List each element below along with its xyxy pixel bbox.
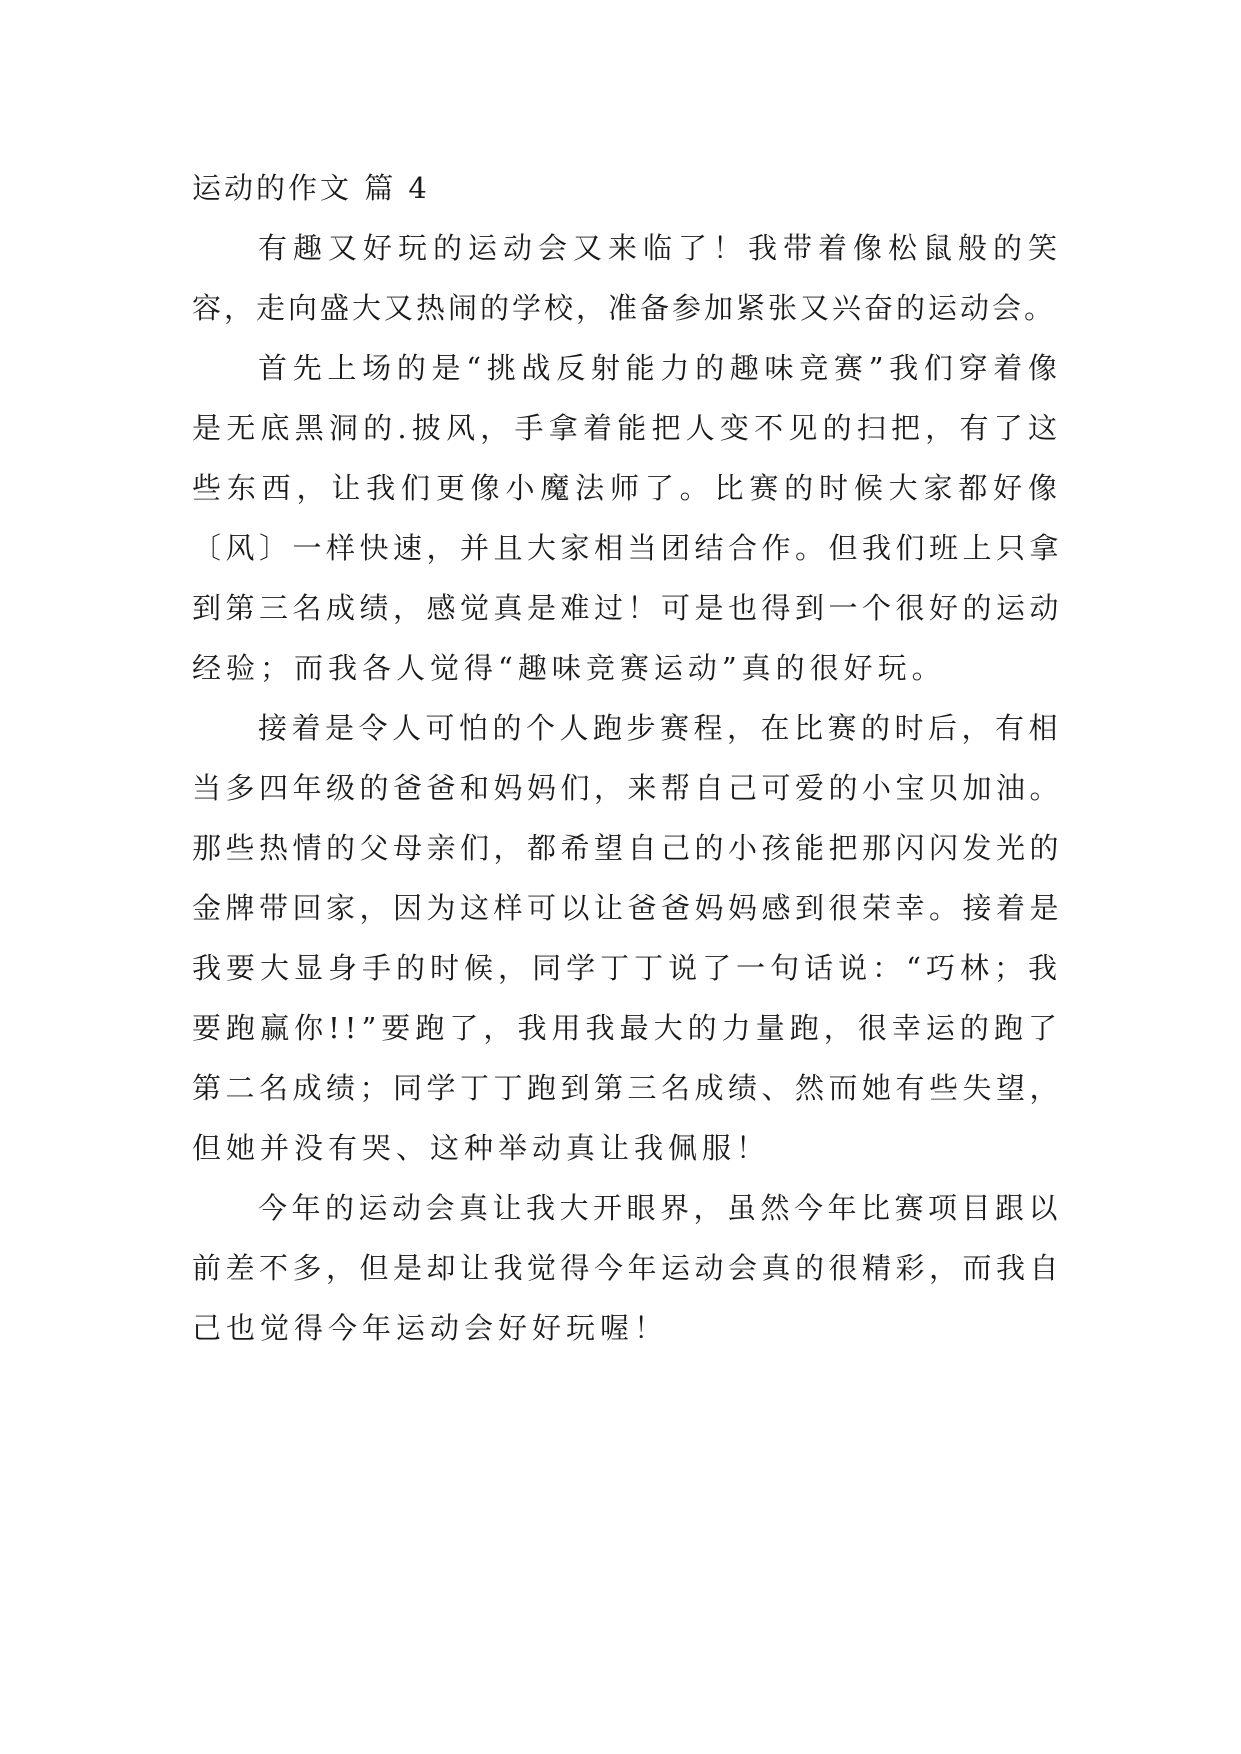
text-line: 但她并没有哭、这种举动真让我佩服！ — [192, 1131, 771, 1165]
paragraph — [192, 338, 1062, 698]
text-line: 金牌带回家，因为这样可以让爸爸妈妈感到很荣幸。接着是 — [192, 891, 1064, 925]
essay-title: 运动的作文 篇 4 — [192, 171, 430, 205]
text-line: 今年的运动会真让我大开眼界，虽然今年比赛项目跟以 — [258, 1191, 1063, 1225]
text-line: 当多四年级的爸爸和妈妈们，来帮自己可爱的小宝贝加油。 — [192, 771, 1064, 805]
text-line: 己也觉得今年运动会好好玩喔！ — [192, 1311, 669, 1345]
text-line: 〔风〕一样快速，并且大家相当团结合作。但我们班上只拿 — [192, 531, 1064, 565]
paragraph — [192, 698, 1062, 1178]
text-line: 接着是令人可怕的个人跑步赛程，在比赛的时后，有相 — [258, 711, 1063, 745]
paragraph — [192, 218, 1062, 338]
text-line: 些东西，让我们更像小魔法师了。比赛的时候大家都好像 — [192, 471, 1062, 505]
text-line: 容，走向盛大又热闹的学校，准备参加紧张又兴奋的运动会。 — [192, 291, 1057, 325]
text-line: 第二名成绩；同学丁丁跑到第三名成绩、然而她有些失望， — [192, 1071, 1064, 1105]
text-line: 我要大显身手的时候，同学丁丁说了一句话说：“巧林；我 — [192, 951, 1062, 985]
text-line: 是无底黑洞的.披风，手拿着能把人变不见的扫把，有了这 — [192, 411, 1062, 445]
paragraph — [192, 1178, 1062, 1358]
text-line: 经验；而我各人觉得“趣味竞赛运动”真的很好玩。 — [192, 651, 946, 685]
text-line: 那些热情的父母亲们，都希望自己的小孩能把那闪闪发光的 — [192, 831, 1064, 865]
text-line: 首先上场的是“挑战反射能力的趣味竞赛”我们穿着像 — [258, 351, 1062, 385]
text-line: 有趣又好玩的运动会又来临了！我带着像松鼠般的笑 — [258, 231, 1062, 265]
text-line: 要跑赢你!!”要跑了，我用我最大的力量跑，很幸运的跑了 — [192, 1011, 1062, 1045]
text-line: 到第三名成绩，感觉真是难过！可是也得到一个很好的运动 — [192, 591, 1064, 625]
document-body — [192, 158, 1062, 1358]
text-line: 前差不多，但是却让我觉得今年运动会真的很精彩，而我自 — [192, 1251, 1064, 1285]
